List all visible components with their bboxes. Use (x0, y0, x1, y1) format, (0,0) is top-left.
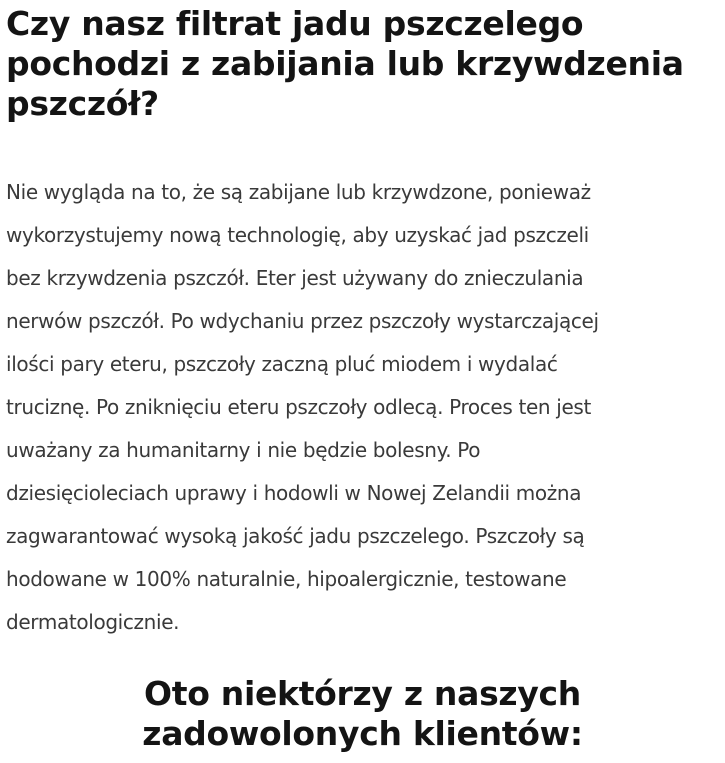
faq-answer-line: zagwarantować wysoką jakość jadu pszczelego. Pszczoły są (6, 524, 585, 548)
faq-answer-line: truciznę. Po zniknięciu eteru pszczoły odlecą. Proces ten jest (6, 395, 591, 419)
faq-question-heading (6, 4, 720, 124)
faq-section (6, 4, 720, 634)
faq-answer-paragraph (6, 171, 720, 644)
faq-answer-line: wykorzystujemy nową technologię, aby uzyskać jad pszczeli (6, 223, 589, 247)
faq-question-line: Czy nasz filtrat jadu pszczelego (6, 4, 584, 43)
testimonials-heading-line: Oto niektórzy z naszych (143, 674, 582, 713)
faq-answer-line: dermatologicznie. (6, 610, 180, 634)
faq-question-line: pszczół? (6, 84, 159, 123)
faq-answer-line: bez krzywdzenia pszczół. Eter jest używany do znieczulania (6, 266, 584, 290)
faq-answer-line: Nie wygląda na to, że są zabijane lub krzywdzone, ponieważ (6, 180, 591, 204)
testimonials-heading (0, 674, 725, 754)
faq-question-line: pochodzi z zabijania lub krzywdzenia (6, 44, 684, 83)
faq-answer-line: uważany za humanitarny i nie będzie bolesny. Po (6, 438, 481, 462)
testimonials-heading-line: zadowolonych klientów: (142, 714, 583, 753)
faq-answer-line: dziesięcioleciach uprawy i hodowli w Nowej Zelandii można (6, 481, 582, 505)
faq-answer-line: ilości pary eteru, pszczoły zaczną pluć miodem i wydalać (6, 352, 558, 376)
faq-answer-line: nerwów pszczół. Po wdychaniu przez pszczoły wystarczającej (6, 309, 599, 333)
faq-answer-line: hodowane w 100% naturalnie, hipoalergicznie, testowane (6, 567, 567, 591)
